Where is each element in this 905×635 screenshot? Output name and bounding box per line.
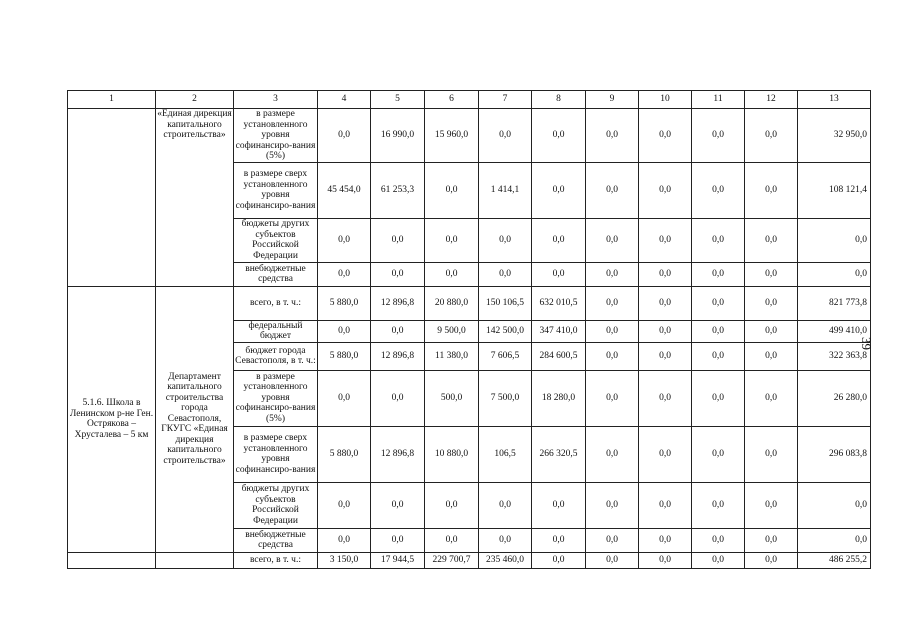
value-cell: 11 380,0 bbox=[425, 342, 479, 370]
value-cell: 499 410,0 bbox=[798, 320, 871, 342]
value-cell: 0,0 bbox=[318, 262, 371, 286]
value-cell: 0,0 bbox=[318, 218, 371, 262]
value-cell: 5 880,0 bbox=[318, 426, 371, 482]
value-cell: 0,0 bbox=[639, 426, 692, 482]
value-cell: 32 950,0 bbox=[798, 109, 871, 163]
value-cell: 0,0 bbox=[318, 109, 371, 163]
header-row bbox=[68, 91, 871, 109]
value-cell: 0,0 bbox=[745, 286, 798, 320]
value-cell: 1 414,1 bbox=[479, 162, 532, 218]
column-number-header: 5 bbox=[371, 91, 425, 109]
funding-source-label: бюджет города Севастополя, в т. ч.: bbox=[234, 342, 318, 370]
value-cell: 0,0 bbox=[692, 286, 745, 320]
object-cell-empty bbox=[68, 109, 156, 287]
value-cell: 5 880,0 bbox=[318, 286, 371, 320]
value-cell: 0,0 bbox=[586, 162, 639, 218]
value-cell: 0,0 bbox=[692, 109, 745, 163]
value-cell: 0,0 bbox=[745, 528, 798, 552]
table-row bbox=[68, 286, 871, 320]
value-cell: 12 896,8 bbox=[371, 342, 425, 370]
value-cell: 0,0 bbox=[318, 370, 371, 426]
column-number-header: 7 bbox=[479, 91, 532, 109]
column-number-header: 8 bbox=[532, 91, 586, 109]
value-cell: 7 500,0 bbox=[479, 370, 532, 426]
value-cell: 12 896,8 bbox=[371, 426, 425, 482]
value-cell: 0,0 bbox=[371, 370, 425, 426]
value-cell: 10 880,0 bbox=[425, 426, 479, 482]
value-cell: 0,0 bbox=[745, 342, 798, 370]
responsible-cell: Департамент капитального строительства города Севастополя, ГКУГС «Единая дирекция капитального строительства» bbox=[156, 286, 234, 552]
value-cell: 0,0 bbox=[745, 109, 798, 163]
value-cell: 229 700,7 bbox=[425, 552, 479, 568]
funding-source-label: бюджеты других субъектов Российской Федерации bbox=[234, 482, 318, 528]
value-cell: 0,0 bbox=[479, 109, 532, 163]
value-cell: 0,0 bbox=[692, 218, 745, 262]
value-cell: 500,0 bbox=[425, 370, 479, 426]
value-cell: 0,0 bbox=[745, 162, 798, 218]
value-cell: 0,0 bbox=[798, 218, 871, 262]
value-cell: 15 960,0 bbox=[425, 109, 479, 163]
value-cell: 0,0 bbox=[532, 109, 586, 163]
column-number-header: 11 bbox=[692, 91, 745, 109]
column-number-header: 1 bbox=[68, 91, 156, 109]
value-cell: 0,0 bbox=[639, 109, 692, 163]
value-cell: 0,0 bbox=[532, 262, 586, 286]
value-cell: 0,0 bbox=[692, 262, 745, 286]
funding-source-label: бюджеты других субъектов Российской Федерации bbox=[234, 218, 318, 262]
value-cell: 0,0 bbox=[318, 320, 371, 342]
value-cell: 0,0 bbox=[586, 218, 639, 262]
value-cell: 0,0 bbox=[639, 218, 692, 262]
value-cell: 0,0 bbox=[371, 320, 425, 342]
value-cell: 0,0 bbox=[371, 528, 425, 552]
value-cell: 0,0 bbox=[532, 528, 586, 552]
value-cell: 0,0 bbox=[692, 482, 745, 528]
funding-source-label: в размере установленного уровня софинансиро-вания (5%) bbox=[234, 370, 318, 426]
value-cell: 322 363,8 bbox=[798, 342, 871, 370]
value-cell: 0,0 bbox=[532, 482, 586, 528]
value-cell: 0,0 bbox=[745, 262, 798, 286]
value-cell: 20 880,0 bbox=[425, 286, 479, 320]
value-cell: 486 255,2 bbox=[798, 552, 871, 568]
value-cell: 0,0 bbox=[692, 370, 745, 426]
value-cell: 142 500,0 bbox=[479, 320, 532, 342]
value-cell: 0,0 bbox=[532, 552, 586, 568]
column-number-header: 12 bbox=[745, 91, 798, 109]
value-cell: 0,0 bbox=[371, 262, 425, 286]
value-cell: 0,0 bbox=[425, 482, 479, 528]
object-name-cell: 5.1.6. Школа в Ленинском р-не Ген. Острякова – Хрусталева – 5 км bbox=[68, 286, 156, 552]
column-number-header: 10 bbox=[639, 91, 692, 109]
table-row bbox=[68, 552, 871, 568]
value-cell: 106,5 bbox=[479, 426, 532, 482]
column-number-header: 6 bbox=[425, 91, 479, 109]
value-cell: 0,0 bbox=[532, 218, 586, 262]
value-cell: 9 500,0 bbox=[425, 320, 479, 342]
value-cell: 0,0 bbox=[745, 218, 798, 262]
value-cell: 18 280,0 bbox=[532, 370, 586, 426]
value-cell: 0,0 bbox=[532, 162, 586, 218]
column-number-header: 3 bbox=[234, 91, 318, 109]
value-cell: 0,0 bbox=[371, 218, 425, 262]
value-cell: 0,0 bbox=[479, 262, 532, 286]
value-cell: 284 600,5 bbox=[532, 342, 586, 370]
value-cell: 0,0 bbox=[586, 552, 639, 568]
funding-source-label: федеральный бюджет bbox=[234, 320, 318, 342]
value-cell: 0,0 bbox=[798, 528, 871, 552]
value-cell: 0,0 bbox=[639, 320, 692, 342]
value-cell: 0,0 bbox=[639, 286, 692, 320]
value-cell: 0,0 bbox=[586, 109, 639, 163]
value-cell: 5 880,0 bbox=[318, 342, 371, 370]
value-cell: 0,0 bbox=[586, 482, 639, 528]
value-cell: 0,0 bbox=[692, 528, 745, 552]
value-cell: 0,0 bbox=[425, 262, 479, 286]
value-cell: 0,0 bbox=[586, 426, 639, 482]
value-cell: 0,0 bbox=[639, 370, 692, 426]
value-cell: 0,0 bbox=[586, 286, 639, 320]
value-cell: 0,0 bbox=[371, 482, 425, 528]
value-cell: 0,0 bbox=[318, 482, 371, 528]
value-cell: 26 280,0 bbox=[798, 370, 871, 426]
value-cell: 0,0 bbox=[639, 552, 692, 568]
value-cell: 0,0 bbox=[586, 370, 639, 426]
value-cell: 347 410,0 bbox=[532, 320, 586, 342]
column-number-header: 2 bbox=[156, 91, 234, 109]
value-cell: 235 460,0 bbox=[479, 552, 532, 568]
funding-source-label: внебюджетные средства bbox=[234, 262, 318, 286]
value-cell: 0,0 bbox=[745, 552, 798, 568]
value-cell: 0,0 bbox=[692, 426, 745, 482]
value-cell: 0,0 bbox=[479, 218, 532, 262]
column-number-header: 9 bbox=[586, 91, 639, 109]
value-cell: 0,0 bbox=[425, 528, 479, 552]
table-row bbox=[68, 109, 871, 163]
value-cell: 266 320,5 bbox=[532, 426, 586, 482]
value-cell: 0,0 bbox=[479, 482, 532, 528]
value-cell: 0,0 bbox=[318, 528, 371, 552]
value-cell: 0,0 bbox=[692, 320, 745, 342]
value-cell: 0,0 bbox=[425, 162, 479, 218]
value-cell: 0,0 bbox=[745, 482, 798, 528]
value-cell: 0,0 bbox=[745, 370, 798, 426]
value-cell: 0,0 bbox=[479, 528, 532, 552]
value-cell: 108 121,4 bbox=[798, 162, 871, 218]
value-cell: 12 896,8 bbox=[371, 286, 425, 320]
value-cell: 150 106,5 bbox=[479, 286, 532, 320]
funding-source-label: всего, в т. ч.: bbox=[234, 286, 318, 320]
value-cell: 0,0 bbox=[586, 528, 639, 552]
value-cell: 17 944,5 bbox=[371, 552, 425, 568]
value-cell: 0,0 bbox=[586, 320, 639, 342]
column-number-header: 13 bbox=[798, 91, 871, 109]
value-cell: 0,0 bbox=[639, 528, 692, 552]
value-cell: 61 253,3 bbox=[371, 162, 425, 218]
responsible-cell: «Единая дирекция капитального строительства» bbox=[156, 109, 234, 287]
value-cell: 7 606,5 bbox=[479, 342, 532, 370]
value-cell: 3 150,0 bbox=[318, 552, 371, 568]
budget-table bbox=[67, 90, 871, 569]
value-cell: 0,0 bbox=[692, 342, 745, 370]
funding-source-label: в размере сверх установленного уровня софинансиро-вания bbox=[234, 162, 318, 218]
value-cell: 0,0 bbox=[745, 426, 798, 482]
value-cell: 45 454,0 bbox=[318, 162, 371, 218]
value-cell: 0,0 bbox=[692, 162, 745, 218]
value-cell: 296 083,8 bbox=[798, 426, 871, 482]
column-number-header: 4 bbox=[318, 91, 371, 109]
funding-source-label: в размере сверх установленного уровня софинансиро-вания bbox=[234, 426, 318, 482]
object-cell-empty bbox=[68, 552, 156, 568]
value-cell: 16 990,0 bbox=[371, 109, 425, 163]
value-cell: 0,0 bbox=[639, 162, 692, 218]
value-cell: 0,0 bbox=[586, 262, 639, 286]
value-cell: 0,0 bbox=[425, 218, 479, 262]
value-cell: 0,0 bbox=[745, 320, 798, 342]
value-cell: 0,0 bbox=[798, 482, 871, 528]
value-cell: 821 773,8 bbox=[798, 286, 871, 320]
value-cell: 0,0 bbox=[639, 342, 692, 370]
value-cell: 0,0 bbox=[639, 482, 692, 528]
funding-source-label: всего, в т. ч.: bbox=[234, 552, 318, 568]
value-cell: 0,0 bbox=[639, 262, 692, 286]
value-cell: 0,0 bbox=[692, 552, 745, 568]
value-cell: 632 010,5 bbox=[532, 286, 586, 320]
funding-source-label: внебюджетные средства bbox=[234, 528, 318, 552]
page-number: 39 bbox=[859, 337, 874, 350]
responsible-cell-empty bbox=[156, 552, 234, 568]
value-cell: 0,0 bbox=[798, 262, 871, 286]
value-cell: 0,0 bbox=[586, 342, 639, 370]
funding-source-label: в размере установленного уровня софинансиро-вания (5%) bbox=[234, 109, 318, 163]
